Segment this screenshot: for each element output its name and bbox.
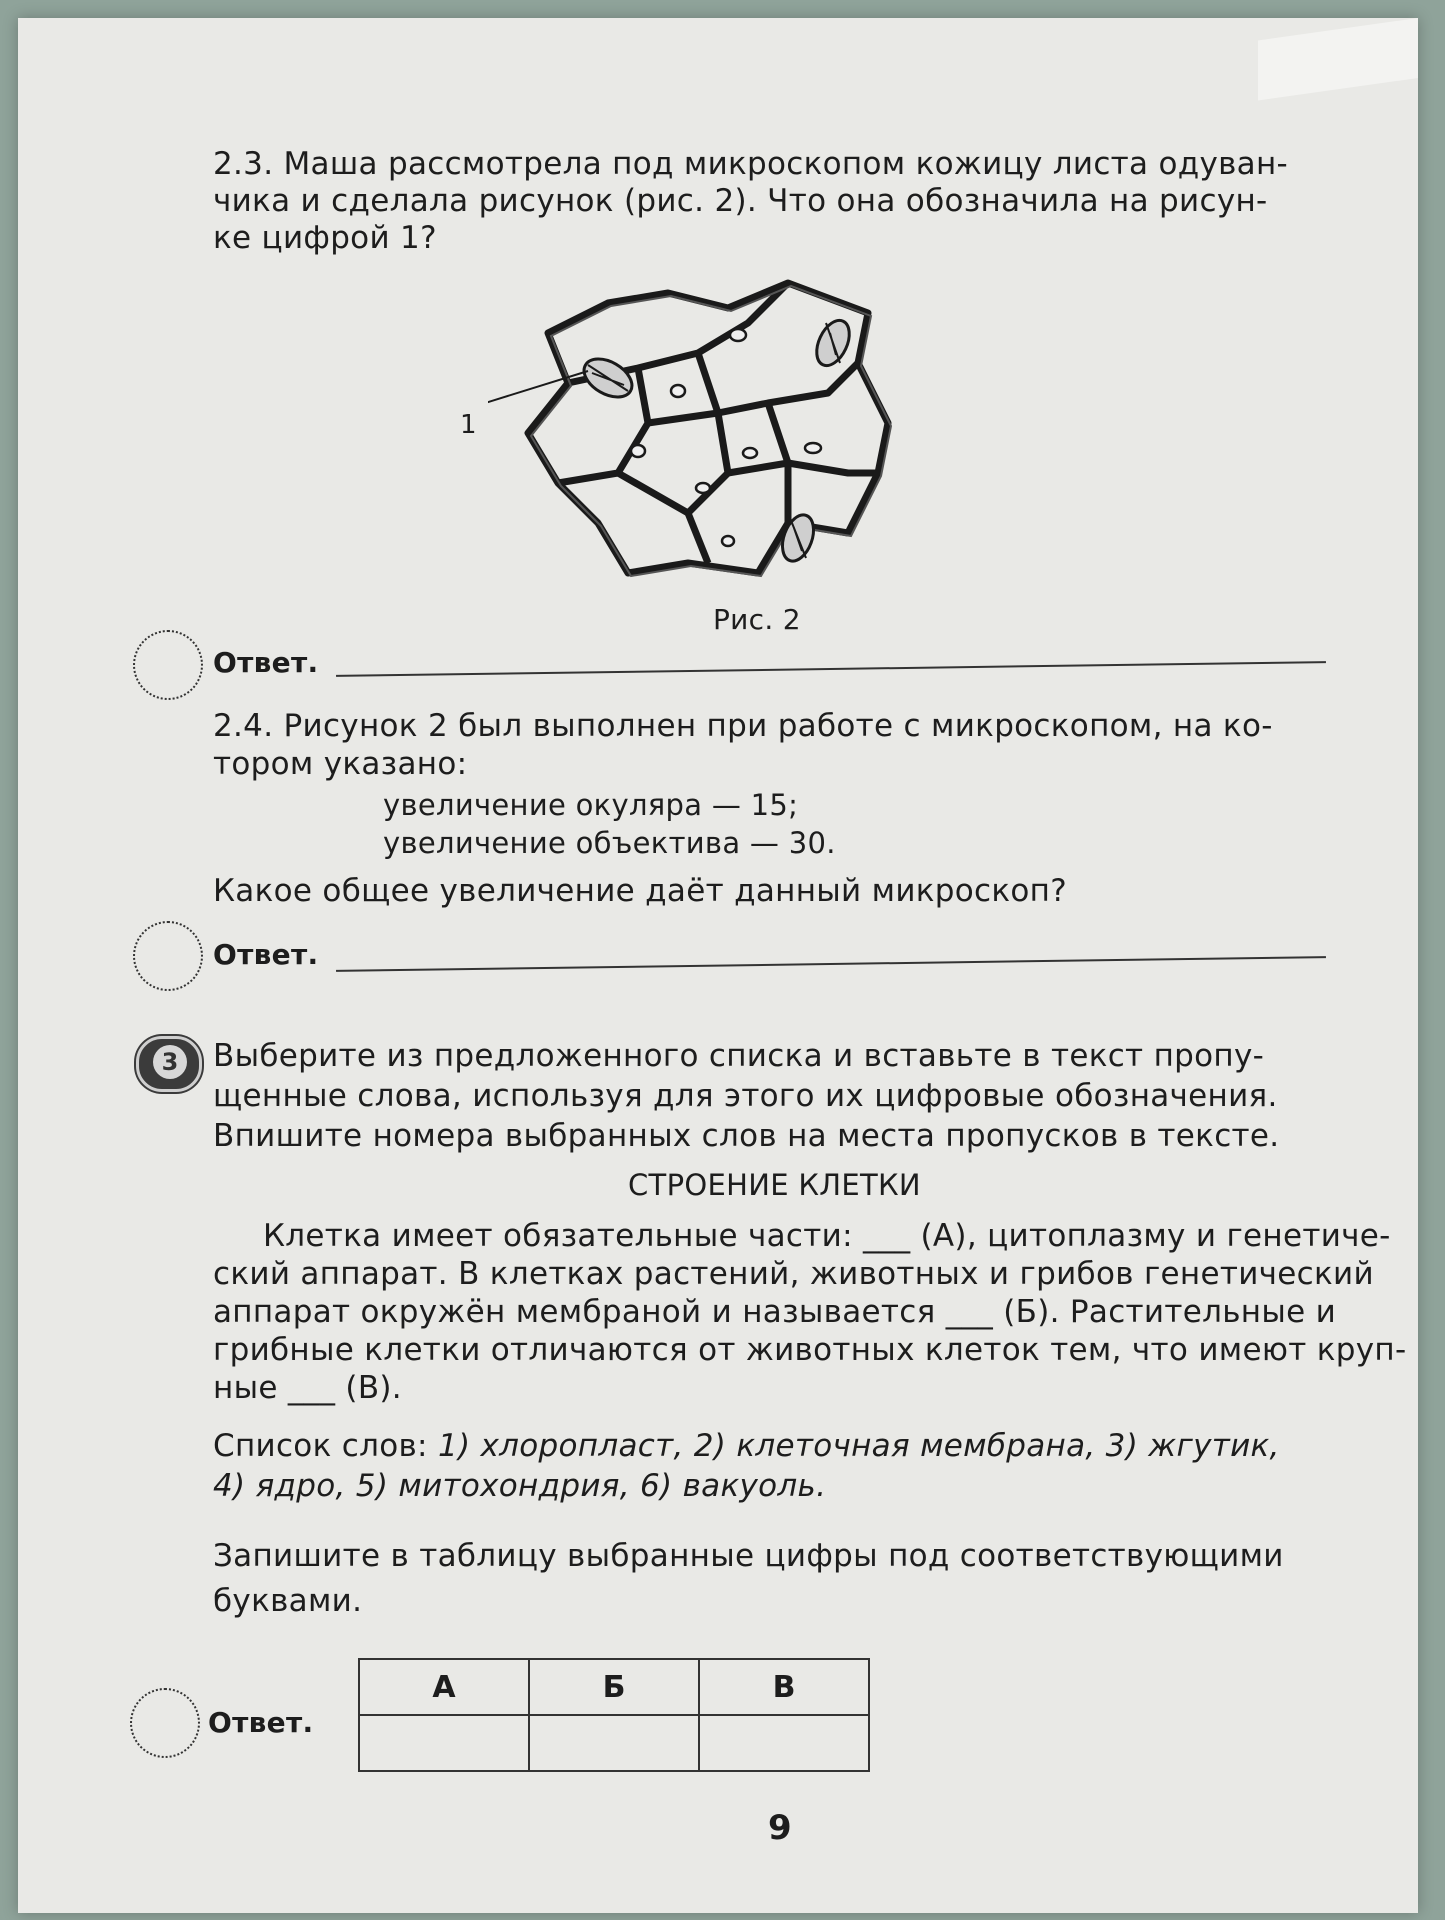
score-circle-2-3: [133, 630, 203, 700]
workbook-page: [18, 18, 1418, 1913]
answer-table-header-v: В: [699, 1659, 869, 1715]
figure-label-1: 1: [460, 410, 477, 440]
q24-line-2: тором указано:: [213, 746, 468, 782]
answer-table-header-row: [359, 1659, 869, 1715]
word-list-label: Список слов:: [213, 1428, 428, 1464]
q24-spec-eyepiece: увеличение окуляра — 15;: [383, 788, 799, 822]
task3-instruction-3: Впишите номера выбранных слов на места пропусков в тексте.: [213, 1118, 1280, 1154]
task-3-number: 3: [153, 1045, 187, 1079]
task3-instruction-1: Выберите из предложенного списка и вставьте в текст пропу-: [213, 1038, 1265, 1074]
q24-answer-line[interactable]: [336, 956, 1326, 972]
answer-table-header-b: Б: [529, 1659, 699, 1715]
score-circle-3: [130, 1688, 200, 1758]
text-line-3: аппарат окружён мембраной и называется ___ (Б). Растительные и: [213, 1294, 1337, 1330]
answer-cell-v[interactable]: [699, 1715, 869, 1771]
q23-answer-label: Ответ.: [213, 646, 319, 679]
task-3-badge: [136, 1036, 202, 1092]
leaf-epidermis-figure: [488, 273, 968, 603]
text-line-4: грибные клетки отличаются от животных клеток тем, что имеют круп-: [213, 1332, 1407, 1368]
word-list-line-1: [213, 1428, 1280, 1464]
table-instruction-2: буквами.: [213, 1583, 363, 1619]
text-line-1: Клетка имеет обязательные части: ___ (А), цитоплазму и генетиче-: [263, 1218, 1391, 1254]
section-heading: СТРОЕНИЕ КЛЕТКИ: [628, 1168, 921, 1202]
answer-table-header-a: А: [359, 1659, 529, 1715]
text-line-2: ский аппарат. В клетках растений, животных и грибов генетический: [213, 1256, 1374, 1292]
figure-caption: Рис. 2: [713, 603, 801, 636]
q23-line-1: 2.3. Маша рассмотрела под микроскопом кожицу листа одуван-: [213, 146, 1289, 182]
answer-table-input-row: [359, 1715, 869, 1771]
answer-cell-a[interactable]: [359, 1715, 529, 1771]
word-list-items-1: 1) хлоропласт, 2) клеточная мембрана, 3) жгутик,: [437, 1428, 1280, 1464]
q23-line-3: ке цифрой 1?: [213, 220, 437, 256]
q24-answer-label: Ответ.: [213, 938, 319, 971]
q23-line-2: чика и сделала рисунок (рис. 2). Что она обозначила на рисун-: [213, 183, 1268, 219]
score-circle-2-4: [133, 921, 203, 991]
q23-answer-line[interactable]: [336, 661, 1326, 677]
task3-answer-label: Ответ.: [208, 1706, 314, 1739]
page-number: 9: [768, 1808, 792, 1848]
text-line-5: ные ___ (В).: [213, 1370, 402, 1406]
task3-instruction-2: щенные слова, используя для этого их цифровые обозначения.: [213, 1078, 1278, 1114]
word-list-items-2: 4) ядро, 5) митохондрия, 6) вакуоль.: [213, 1468, 827, 1504]
q24-spec-objective: увеличение объектива — 30.: [383, 826, 836, 860]
answer-table: [358, 1658, 870, 1772]
q24-line-1: 2.4. Рисунок 2 был выполнен при работе с микроскопом, на ко-: [213, 708, 1273, 744]
table-instruction-1: Запишите в таблицу выбранные цифры под соответствующими: [213, 1538, 1284, 1574]
answer-cell-b[interactable]: [529, 1715, 699, 1771]
q24-question: Какое общее увеличение даёт данный микроскоп?: [213, 873, 1067, 909]
